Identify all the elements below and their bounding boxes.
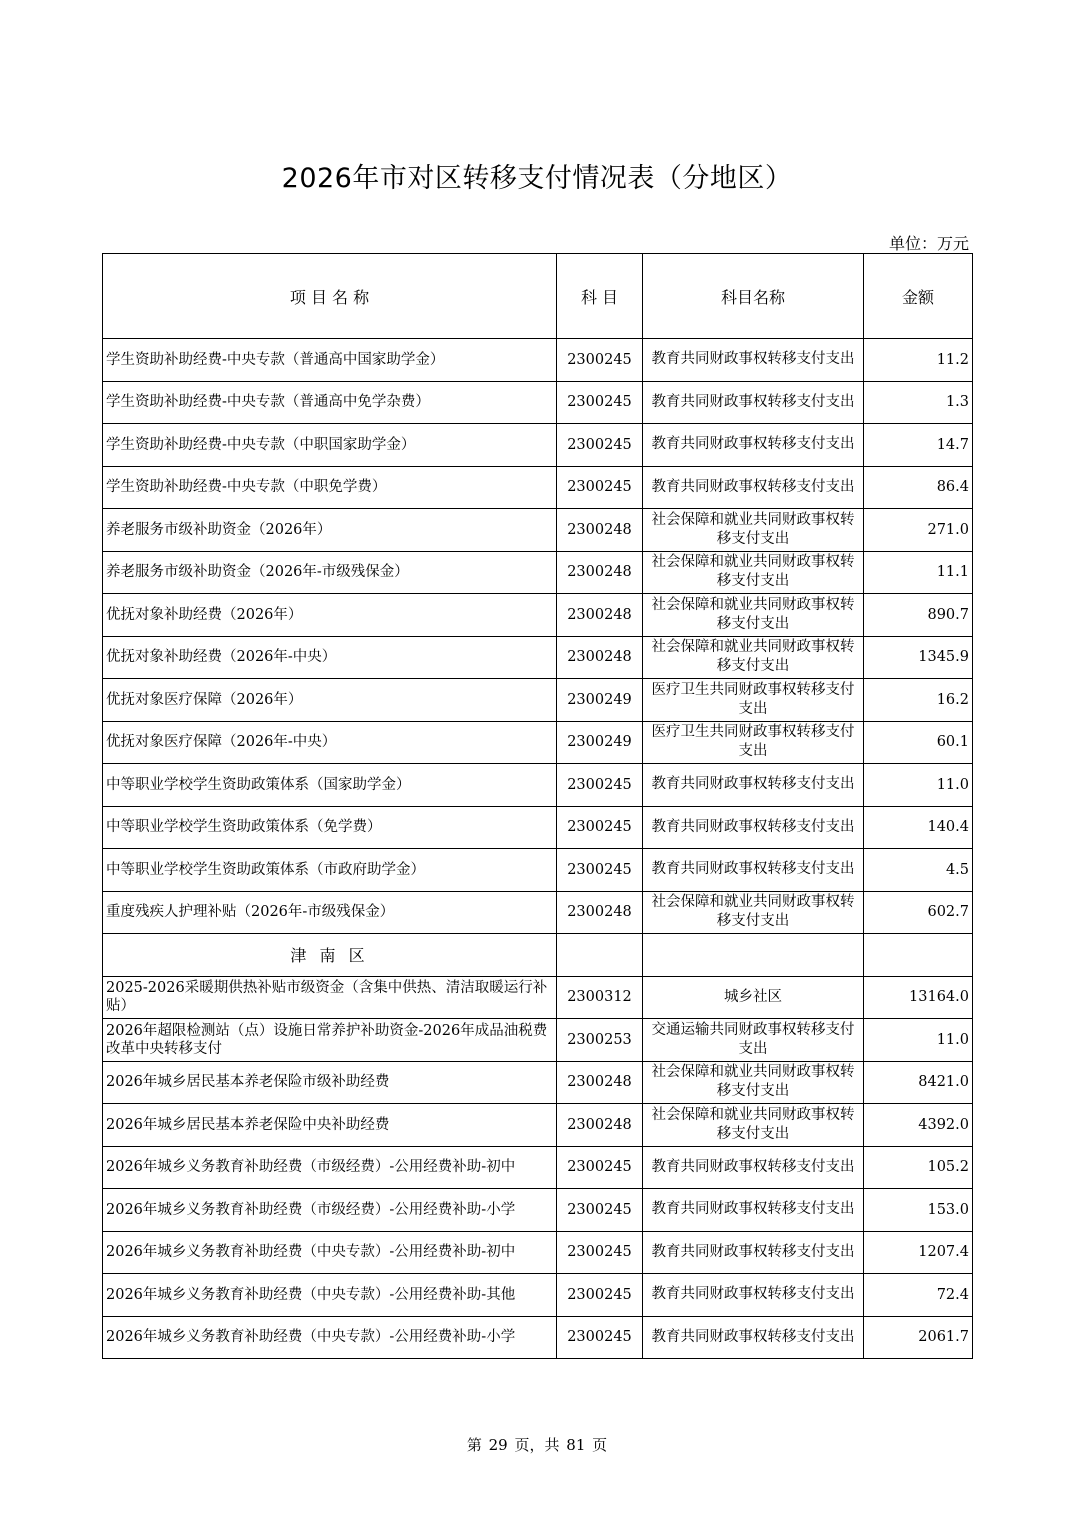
table-row: [103, 466, 973, 509]
row-category: 社会保障和就业共同财政事权转移支付支出: [643, 636, 864, 679]
row-category: 教育共同财政事权转移支付支出: [643, 1231, 864, 1274]
row-name: 中等职业学校学生资助政策体系（免学费）: [103, 806, 557, 849]
row-amount: 11.1: [864, 551, 973, 594]
table-row: [103, 679, 973, 722]
row-amount: 11.2: [864, 339, 973, 382]
table-row: [103, 891, 973, 934]
row-code: 2300245: [557, 424, 643, 467]
region-empty-cell: [864, 934, 973, 977]
row-name: 重度残疾人护理补贴（2026年-市级残保金）: [103, 891, 557, 934]
table-row: [103, 551, 973, 594]
row-name: 2025-2026采暖期供热补贴市级资金（含集中供热、清洁取暖运行补贴）: [103, 976, 557, 1019]
row-amount: 1207.4: [864, 1231, 973, 1274]
row-category: 教育共同财政事权转移支付支出: [643, 1189, 864, 1232]
table-row: [103, 849, 973, 892]
row-amount: 271.0: [864, 509, 973, 552]
row-amount: 1345.9: [864, 636, 973, 679]
row-name: 2026年城乡居民基本养老保险市级补助经费: [103, 1061, 557, 1104]
row-name: 学生资助补助经费-中央专款（中职国家助学金）: [103, 424, 557, 467]
row-name: 2026年城乡义务教育补助经费（市级经费）-公用经费补助-初中: [103, 1146, 557, 1189]
row-code: 2300248: [557, 636, 643, 679]
row-amount: 140.4: [864, 806, 973, 849]
table-row: [103, 721, 973, 764]
row-amount: 86.4: [864, 466, 973, 509]
row-amount: 2061.7: [864, 1316, 973, 1359]
row-amount: 890.7: [864, 594, 973, 637]
row-code: 2300245: [557, 1316, 643, 1359]
table-row: [103, 1316, 973, 1359]
header-name: 项 目 名 称: [103, 254, 557, 339]
row-code: 2300248: [557, 1104, 643, 1147]
row-code: 2300249: [557, 721, 643, 764]
row-amount: 105.2: [864, 1146, 973, 1189]
row-name: 2026年城乡义务教育补助经费（中央专款）-公用经费补助-小学: [103, 1316, 557, 1359]
footer-suffix: 页: [592, 1436, 608, 1454]
row-category: 社会保障和就业共同财政事权转移支付支出: [643, 551, 864, 594]
transfer-payment-table: [102, 253, 973, 1359]
table-row: [103, 509, 973, 552]
row-category: 教育共同财政事权转移支付支出: [643, 1274, 864, 1317]
table-row: [103, 1104, 973, 1147]
row-code: 2300248: [557, 891, 643, 934]
row-category: 社会保障和就业共同财政事权转移支付支出: [643, 594, 864, 637]
page-title: 2026年市对区转移支付情况表（分地区）: [281, 163, 793, 194]
row-category: 教育共同财政事权转移支付支出: [643, 339, 864, 382]
table-row: [103, 1231, 973, 1274]
row-name: 2026年超限检测站（点）设施日常养护补助资金-2026年成品油税费改革中央转移支付: [103, 1019, 557, 1062]
table-row: [103, 1019, 973, 1062]
row-amount: 153.0: [864, 1189, 973, 1232]
table-row: [103, 1146, 973, 1189]
row-name: 优抚对象医疗保障（2026年-中央）: [103, 721, 557, 764]
region-empty-cell: [643, 934, 864, 977]
region-header-row: [103, 934, 973, 977]
row-code: 2300245: [557, 339, 643, 382]
header-code: 科 目: [557, 254, 643, 339]
row-code: 2300245: [557, 381, 643, 424]
table-row: [103, 1061, 973, 1104]
row-amount: 13164.0: [864, 976, 973, 1019]
row-category: 教育共同财政事权转移支付支出: [643, 806, 864, 849]
row-amount: 602.7: [864, 891, 973, 934]
row-category: 教育共同财政事权转移支付支出: [643, 1146, 864, 1189]
row-code: 2300248: [557, 594, 643, 637]
row-code: 2300248: [557, 551, 643, 594]
row-amount: 4392.0: [864, 1104, 973, 1147]
row-amount: 1.3: [864, 381, 973, 424]
table-row: [103, 339, 973, 382]
row-category: 教育共同财政事权转移支付支出: [643, 466, 864, 509]
row-category: 教育共同财政事权转移支付支出: [643, 1316, 864, 1359]
table-row: [103, 764, 973, 807]
row-code: 2300245: [557, 1189, 643, 1232]
row-name: 2026年城乡居民基本养老保险中央补助经费: [103, 1104, 557, 1147]
row-amount: 14.7: [864, 424, 973, 467]
row-code: 2300245: [557, 1146, 643, 1189]
row-code: 2300245: [557, 849, 643, 892]
row-name: 中等职业学校学生资助政策体系（国家助学金）: [103, 764, 557, 807]
row-code: 2300245: [557, 806, 643, 849]
row-name: 学生资助补助经费-中央专款（中职免学费）: [103, 466, 557, 509]
row-amount: 16.2: [864, 679, 973, 722]
row-name: 2026年城乡义务教育补助经费（中央专款）-公用经费补助-其他: [103, 1274, 557, 1317]
table-row: [103, 806, 973, 849]
row-code: 2300245: [557, 466, 643, 509]
table-row: [103, 594, 973, 637]
table-row: [103, 1274, 973, 1317]
row-code: 2300248: [557, 509, 643, 552]
region-empty-cell: [557, 934, 643, 977]
row-amount: 11.0: [864, 764, 973, 807]
row-name: 优抚对象补助经费（2026年）: [103, 594, 557, 637]
row-amount: 72.4: [864, 1274, 973, 1317]
row-name: 2026年城乡义务教育补助经费（市级经费）-公用经费补助-小学: [103, 1189, 557, 1232]
row-category: 城乡社区: [643, 976, 864, 1019]
row-amount: 11.0: [864, 1019, 973, 1062]
row-category: 社会保障和就业共同财政事权转移支付支出: [643, 509, 864, 552]
row-code: 2300248: [557, 1061, 643, 1104]
footer-page-number: 29: [488, 1436, 508, 1454]
unit-label: 单位：万元: [888, 234, 969, 253]
row-name: 优抚对象医疗保障（2026年）: [103, 679, 557, 722]
page-footer: [0, 1434, 1074, 1455]
row-code: 2300245: [557, 1274, 643, 1317]
row-name: 2026年城乡义务教育补助经费（中央专款）-公用经费补助-初中: [103, 1231, 557, 1274]
row-code: 2300312: [557, 976, 643, 1019]
row-name: 优抚对象补助经费（2026年-中央）: [103, 636, 557, 679]
row-category: 医疗卫生共同财政事权转移支付支出: [643, 679, 864, 722]
row-name: 中等职业学校学生资助政策体系（市政府助学金）: [103, 849, 557, 892]
header-row: [103, 254, 973, 339]
row-amount: 60.1: [864, 721, 973, 764]
row-name: 养老服务市级补助资金（2026年）: [103, 509, 557, 552]
table-row: [103, 636, 973, 679]
row-category: 社会保障和就业共同财政事权转移支付支出: [643, 891, 864, 934]
row-amount: 4.5: [864, 849, 973, 892]
region-name: 津 南 区: [103, 934, 557, 977]
row-category: 社会保障和就业共同财政事权转移支付支出: [643, 1061, 864, 1104]
row-amount: 8421.0: [864, 1061, 973, 1104]
row-category: 社会保障和就业共同财政事权转移支付支出: [643, 1104, 864, 1147]
table-row: [103, 381, 973, 424]
footer-prefix: 第: [466, 1436, 482, 1454]
row-code: 2300253: [557, 1019, 643, 1062]
row-category: 交通运输共同财政事权转移支付支出: [643, 1019, 864, 1062]
table-row: [103, 976, 973, 1019]
row-category: 教育共同财政事权转移支付支出: [643, 424, 864, 467]
table-row: [103, 1189, 973, 1232]
row-category: 医疗卫生共同财政事权转移支付支出: [643, 721, 864, 764]
row-category: 教育共同财政事权转移支付支出: [643, 764, 864, 807]
footer-total-pages: 81: [566, 1436, 586, 1454]
row-category: 教育共同财政事权转移支付支出: [643, 849, 864, 892]
footer-mid: 页，共: [514, 1436, 560, 1454]
table-row: [103, 424, 973, 467]
row-code: 2300245: [557, 1231, 643, 1274]
row-name: 养老服务市级补助资金（2026年-市级残保金）: [103, 551, 557, 594]
row-code: 2300245: [557, 764, 643, 807]
row-code: 2300249: [557, 679, 643, 722]
header-category: 科目名称: [643, 254, 864, 339]
row-name: 学生资助补助经费-中央专款（普通高中国家助学金）: [103, 339, 557, 382]
row-name: 学生资助补助经费-中央专款（普通高中免学杂费）: [103, 381, 557, 424]
header-amount: 金额: [864, 254, 973, 339]
row-category: 教育共同财政事权转移支付支出: [643, 381, 864, 424]
